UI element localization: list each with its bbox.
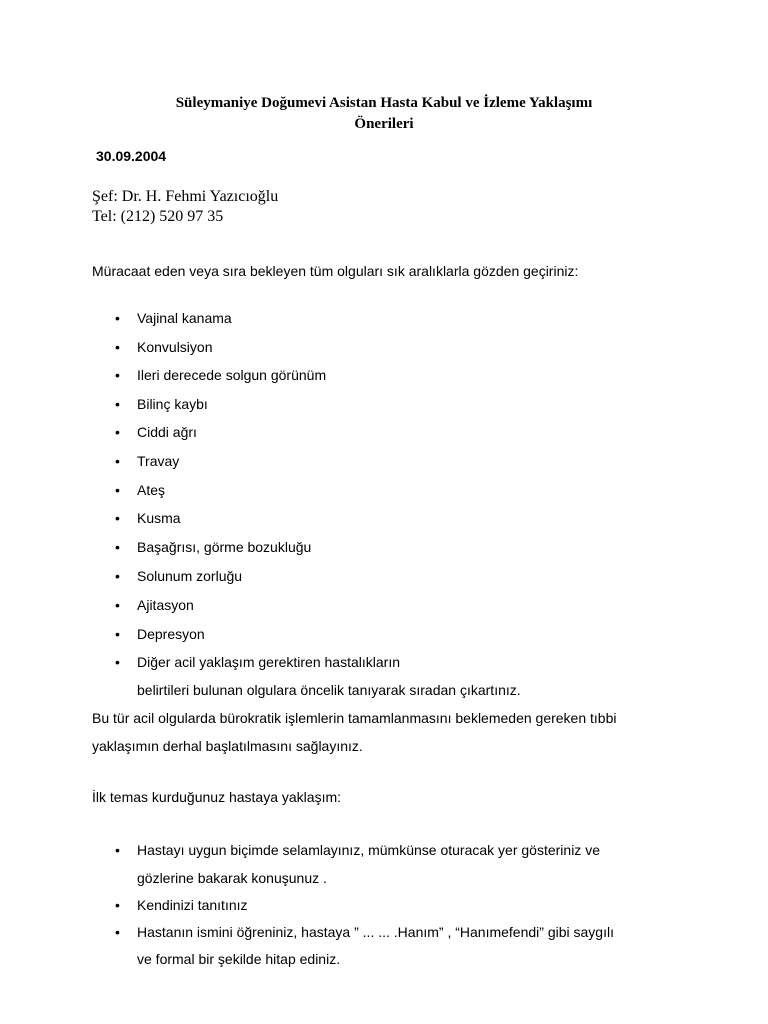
- list-item: • Konvulsiyon: [115, 339, 213, 355]
- list-item-continuation: ve formal bir şekilde hitap ediniz.: [137, 951, 341, 967]
- bullet-icon: •: [115, 424, 120, 440]
- chief-name: Şef: Dr. H. Fehmi Yazıcıoğlu: [92, 188, 279, 205]
- list-item: • Travay: [115, 453, 180, 469]
- document-date: 30.09.2004: [96, 148, 167, 164]
- list-item: • Hastanın ismini öğreniniz, hastaya ” ... ... .Hanım” , “Hanımefendi” gibi saygılı: [115, 924, 614, 940]
- list-item-continuation: gözlerine bakarak konuşunuz .: [137, 870, 327, 886]
- bullet-icon: •: [115, 310, 120, 326]
- urgent-line-2: yaklaşımın derhal başlatılmasını sağlayınız.: [92, 738, 363, 754]
- bullet-icon: •: [115, 396, 120, 412]
- bullet-icon: •: [115, 597, 120, 613]
- list-item: • Diğer acil yaklaşım gerektiren hastalıkların: [115, 654, 400, 670]
- bullet-icon: •: [115, 568, 120, 584]
- bullet-icon: •: [115, 897, 120, 913]
- list-item: • Vajinal kanama: [115, 310, 232, 326]
- document-title: [90, 93, 678, 135]
- list-item: • Başağrısı, görme bozukluğu: [115, 539, 312, 555]
- urgent-paragraph: [92, 704, 616, 760]
- bullet-icon: •: [115, 924, 120, 940]
- urgent-line-1: Bu tür acil olgularda bürokratik işlemlerin tamamlanmasını beklemeden gereken tıbbi: [92, 710, 617, 726]
- title-line-2: Önerileri: [354, 116, 414, 132]
- list-item: • Depresyon: [115, 626, 205, 642]
- bullet-icon: •: [115, 510, 120, 526]
- chief-phone: Tel: (212) 520 97 35: [92, 208, 224, 225]
- symptoms-continuation: belirtileri bulunan olgulara öncelik tanıyarak sıradan çıkartınız.: [137, 682, 521, 698]
- intro-text: Müracaat eden veya sıra bekleyen tüm olguları sık aralıklarla gözden geçiriniz:: [92, 263, 579, 279]
- list-item: • Ateş: [115, 482, 166, 498]
- title-line-1: Süleymaniye Doğumevi Asistan Hasta Kabul ve İzleme Yaklaşımı: [175, 95, 593, 111]
- list-item: • Hastayı uygun biçimde selamlayınız, mümkünse oturacak yer gösteriniz ve: [115, 842, 600, 858]
- bullet-icon: •: [115, 453, 120, 469]
- bullet-icon: •: [115, 654, 120, 670]
- first-contact-heading: İlk temas kurduğunuz hastaya yaklaşım:: [92, 789, 342, 805]
- list-item: • Solunum zorluğu: [115, 568, 243, 584]
- list-item: • Kendinizi tanıtınız: [115, 897, 248, 913]
- list-item: • Ciddi ağrı: [115, 424, 197, 440]
- chief-contact-block: [92, 187, 278, 227]
- bullet-icon: •: [115, 626, 120, 642]
- list-item: • Ileri derecede solgun görünüm: [115, 367, 327, 383]
- bullet-icon: •: [115, 367, 120, 383]
- bullet-icon: •: [115, 482, 120, 498]
- bullet-icon: •: [115, 339, 120, 355]
- list-item: • Ajitasyon: [115, 597, 194, 613]
- list-item: • Kusma: [115, 510, 181, 526]
- bullet-icon: •: [115, 539, 120, 555]
- list-item: • Bilinç kaybı: [115, 396, 208, 412]
- bullet-icon: •: [115, 842, 120, 858]
